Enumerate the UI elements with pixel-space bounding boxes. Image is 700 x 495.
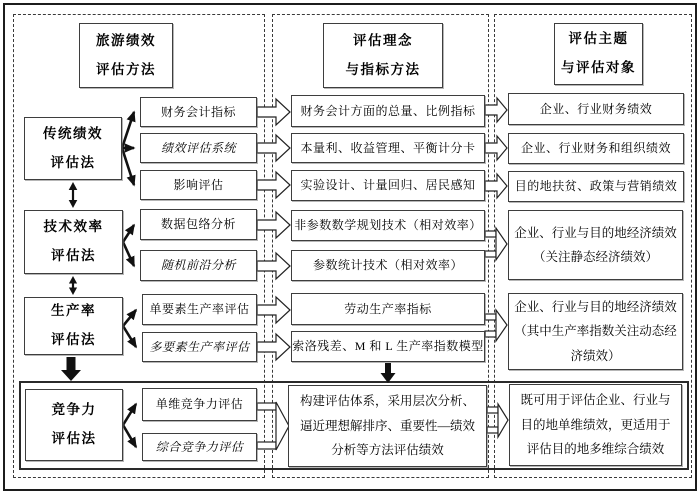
method-box-impact-evaluation: 影响评估 [140,170,257,200]
category-line: 评估法 [51,332,96,347]
category-line: 技术效率 [43,219,104,235]
method-box-performance-system: 绩效评估系统 [140,133,257,163]
category-box-productivity [24,297,123,355]
header-line: 评估主题 [568,31,629,47]
header-box-concepts [323,23,443,88]
subject-box-financial-performance: 企业、行业财务绩效 [508,93,684,125]
concept-box-nonparametric: 非参数数学规划技术（相对效率） [291,210,485,241]
category-box-technical [24,210,123,274]
subject-box-static-economic: 企业、行业与目的地经济绩效（关注静态经济绩效） [508,210,683,280]
header-line: 与指标方法 [345,61,421,77]
category-line: 评估法 [51,431,97,446]
category-line: 评估法 [50,154,96,170]
method-box-financial-accounting: 财务会计指标 [140,97,257,127]
header-line: 评估方法 [96,61,156,77]
header-line: 旅游绩效 [96,32,156,48]
concept-box-evaluation-system: 构建评估体系，采用层次分析、逼近理想解排序、重要性—绩效分析等方法评估绩效 [288,385,487,467]
category-line: 生产率 [51,303,96,319]
header-box-methods [79,23,173,88]
concept-box-solow-index-models: 索洛残差、M 和 L 生产率指数模型 [291,331,485,362]
concept-box-financial-indicators: 财务会计方面的总量、比例指标 [291,95,485,127]
subject-box-financial-org-performance: 企业、行业财务和组织绩效 [508,133,684,164]
subject-box-multidimensional-comprehensive: 既可用于评估企业、行业与目的地单维绩效，更适用于评估目的地多维综合绩效 [509,384,682,466]
category-line: 竞争力 [51,402,97,418]
header-line: 与评估对象 [561,60,636,75]
method-box-multi-factor-productivity: 多要素生产率评估 [142,332,257,362]
subject-box-destination-policy-marketing: 目的地扶贫、政策与营销绩效 [508,171,684,202]
method-box-single-dim-competitiveness: 单维竞争力评估 [142,388,257,421]
concept-box-parametric: 参数统计技术（相对效率） [291,250,485,281]
method-box-comprehensive-competitiveness: 综合竞争力评估 [142,433,257,461]
method-box-single-factor-productivity: 单要素生产率评估 [142,294,257,325]
concept-box-labor-productivity: 劳动生产率指标 [291,293,485,325]
method-box-dea: 数据包络分析 [140,209,257,240]
subject-box-dynamic-economic: 企业、行业与目的地经济绩效（其中生产率指数关注动态经济绩效） [508,293,683,370]
category-line: 评估法 [51,248,96,263]
category-box-traditional [24,117,122,180]
concept-box-experiment-regression: 实验设计、计量回归、居民感知 [291,170,485,201]
concept-box-cvp-bsc: 本量利、收益管理、平衡计分卡 [291,133,485,163]
category-line: 传统绩效 [43,125,103,141]
category-box-competitiveness [25,389,123,461]
header-line: 评估理念 [353,32,413,48]
method-box-sfa: 随机前沿分析 [140,250,257,281]
header-box-subjects [554,23,643,85]
